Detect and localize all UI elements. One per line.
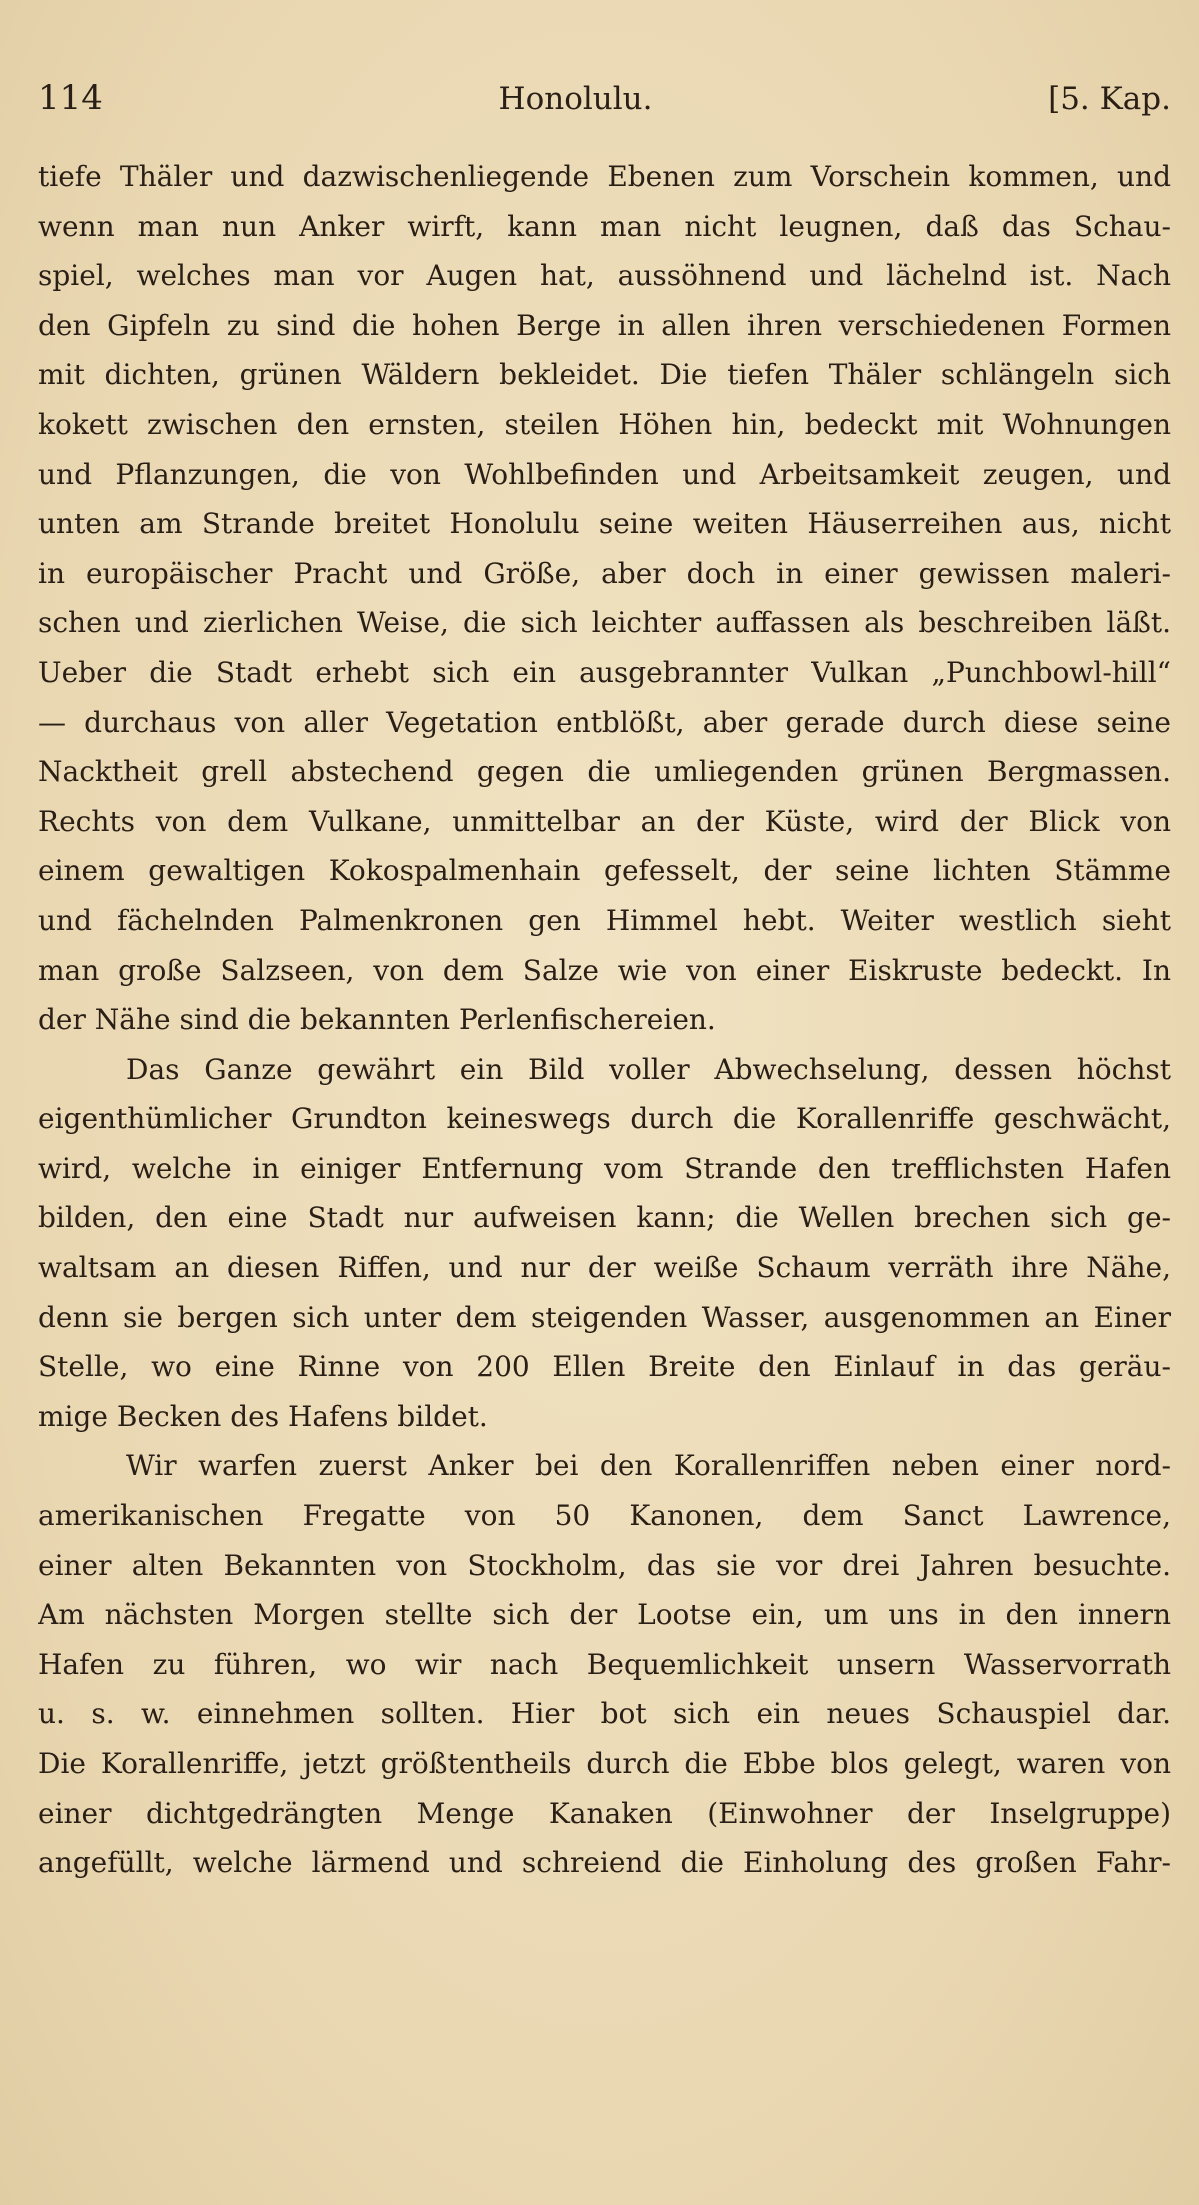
text-line: und fächelnden Palmenkronen gen Himmel hebt. Weiter westlich sieht bbox=[38, 903, 1171, 937]
text-line: den Gipfeln zu sind die hohen Berge in allen ihren verschiedenen Formen bbox=[38, 308, 1171, 342]
running-title: Honolulu. bbox=[498, 81, 653, 117]
text-line: wird, welche in einiger Entfernung vom Strande den trefflichsten Hafen bbox=[38, 1151, 1171, 1185]
text-line: tiefe Thäler und dazwischenliegende Ebenen zum Vorschein kommen, und bbox=[38, 160, 1171, 193]
text-line: schen und zierlichen Weise, die sich leichter auffassen als beschreiben läßt. bbox=[38, 606, 1171, 640]
text-line: Das Ganze gewährt ein Bild voller Abwechselung, dessen höchst bbox=[126, 1052, 1171, 1086]
text-line: einer dichtgedrängten Menge Kanaken (Einwohner der Inselgruppe) bbox=[38, 1796, 1171, 1830]
text-line: in europäischer Pracht und Größe, aber doch in einer gewissen maleri- bbox=[38, 556, 1171, 590]
text-line: man große Salzseen, von dem Salze wie von einer Eiskruste bedeckt. In bbox=[38, 953, 1171, 987]
text-line: und Pflanzungen, die von Wohlbefinden und Arbeitsamkeit zeugen, und bbox=[38, 457, 1171, 491]
text-line: waltsam an diesen Riffen, und nur der weiße Schaum verräth ihre Nähe, bbox=[38, 1251, 1171, 1285]
text-line: eigenthümlicher Grundton keineswegs durch die Korallenriffe geschwächt, bbox=[38, 1102, 1171, 1136]
text-line: Nacktheit grell abstechend gegen die umliegenden grünen Bergmassen. bbox=[38, 755, 1171, 789]
paragraph bbox=[38, 1045, 1171, 1442]
text-line: Am nächsten Morgen stellte sich der Lootse ein, um uns in den innern bbox=[38, 1598, 1171, 1632]
text-line: der Nähe sind die bekannten Perlenfischereien. bbox=[38, 1003, 716, 1037]
text-line: Wir warfen zuerst Anker bei den Korallenriffen neben einer nord- bbox=[126, 1449, 1171, 1483]
text-line: einem gewaltigen Kokospalmenhain gefesselt, der seine lichten Stämme bbox=[38, 854, 1171, 888]
body-text bbox=[38, 152, 1171, 1888]
text-line: angefüllt, welche lärmend und schreiend die Einholung des großen Fahr- bbox=[38, 1846, 1171, 1880]
text-line: u. s. w. einnehmen sollten. Hier bot sich ein neues Schauspiel dar. bbox=[38, 1697, 1171, 1731]
text-line: spiel, welches man vor Augen hat, aussöhnend und lächelnd ist. Nach bbox=[38, 259, 1171, 293]
paragraph bbox=[38, 152, 1171, 1045]
text-line: einer alten Bekannten von Stockholm, das sie vor drei Jahren besuchte. bbox=[38, 1548, 1171, 1582]
page-number: 114 bbox=[38, 78, 103, 118]
paragraph bbox=[38, 1441, 1171, 1887]
text-line: amerikanischen Fregatte von 50 Kanonen, dem Sanct Lawrence, bbox=[38, 1499, 1171, 1533]
text-line: Stelle, wo eine Rinne von 200 Ellen Breite den Einlauf in das geräu- bbox=[38, 1350, 1171, 1384]
text-line: wenn man nun Anker wirft, kann man nicht leugnen, daß das Schau- bbox=[38, 209, 1171, 243]
chapter-marker: [5. Kap. bbox=[1048, 81, 1171, 117]
text-line: — durchaus von aller Vegetation entblößt, aber gerade durch diese seine bbox=[38, 705, 1171, 739]
text-line: mit dichten, grünen Wäldern bekleidet. Die tiefen Thäler schlängeln sich bbox=[38, 358, 1171, 392]
text-line: Rechts von dem Vulkane, unmittelbar an der Küste, wird der Blick von bbox=[38, 804, 1171, 838]
text-line: denn sie bergen sich unter dem steigenden Wasser, ausgenommen an Einer bbox=[38, 1300, 1171, 1334]
text-line: Ueber die Stadt erhebt sich ein ausgebrannter Vulkan „Punchbowl-hill“ bbox=[38, 655, 1171, 689]
text-line: Die Korallenriffe, jetzt größtentheils durch die Ebbe blos gelegt, waren von bbox=[38, 1747, 1171, 1780]
text-line: Hafen zu führen, wo wir nach Bequemlichkeit unsern Wasservorrath bbox=[38, 1647, 1171, 1681]
text-line: bilden, den eine Stadt nur aufweisen kann; die Wellen brechen sich ge- bbox=[38, 1201, 1171, 1235]
running-header bbox=[38, 78, 1171, 130]
text-line: kokett zwischen den ernsten, steilen Höhen hin, bedeckt mit Wohnungen bbox=[38, 407, 1171, 441]
text-line: mige Becken des Hafens bildet. bbox=[38, 1399, 488, 1433]
text-line: unten am Strande breitet Honolulu seine weiten Häuserreihen aus, nicht bbox=[38, 507, 1171, 541]
